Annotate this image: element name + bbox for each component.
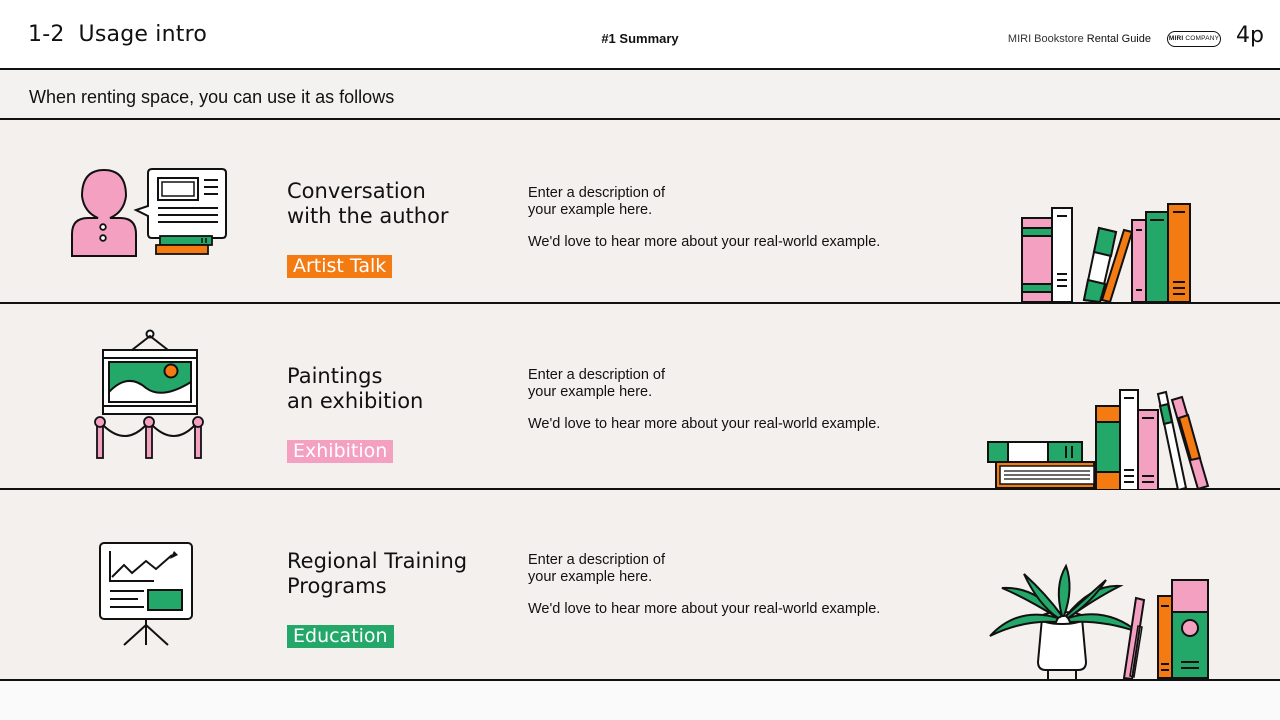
books-shelf-illustration bbox=[986, 388, 1212, 490]
book-stack-illustration bbox=[1020, 204, 1192, 302]
row-description-more: We'd love to hear more about your real-world example. bbox=[528, 416, 881, 432]
section-title: Usage intro bbox=[78, 22, 207, 47]
footer bbox=[0, 681, 1280, 720]
row-description: Enter a description of your example here. bbox=[528, 367, 666, 400]
author-talk-icon bbox=[70, 168, 230, 260]
row-title: Paintings an exhibition bbox=[287, 364, 424, 413]
tag-exhibition: Exhibition bbox=[287, 440, 393, 463]
section-number: 1-2 bbox=[28, 22, 65, 47]
row-description: Enter a description of your example here. bbox=[528, 185, 666, 218]
logo-text: COMPANY bbox=[1185, 35, 1220, 42]
row-title: Regional Training Programs bbox=[287, 549, 468, 598]
tag-artist-talk: Artist Talk bbox=[287, 255, 392, 278]
usage-row-education bbox=[0, 490, 1280, 681]
summary-title: #1 Summary bbox=[601, 31, 679, 46]
logo-bold: MIRI bbox=[1168, 35, 1184, 42]
header bbox=[0, 0, 1280, 70]
guide-prefix: MIRI Bookstore bbox=[1007, 33, 1084, 45]
presentation-board-icon bbox=[98, 541, 194, 647]
usage-row-artist-talk bbox=[0, 120, 1280, 304]
framed-painting-icon bbox=[92, 330, 208, 460]
row-description: Enter a description of your example here. bbox=[528, 552, 666, 585]
tag-education: Education bbox=[287, 625, 394, 648]
guide-label bbox=[1008, 33, 1151, 45]
guide-suffix: Rental Guide bbox=[1086, 33, 1151, 45]
subheader bbox=[0, 70, 1280, 120]
row-title: Conversation with the author bbox=[287, 179, 449, 228]
company-logo bbox=[1167, 31, 1221, 47]
usage-row-exhibition bbox=[0, 304, 1280, 490]
row-description-more: We'd love to hear more about your real-world example. bbox=[528, 234, 881, 250]
page-number: 4p bbox=[1236, 23, 1264, 48]
subheader-text: When renting space, you can use it as follows bbox=[29, 87, 395, 107]
row-description-more: We'd love to hear more about your real-world example. bbox=[528, 601, 881, 617]
plant-and-books-illustration bbox=[988, 566, 1212, 679]
